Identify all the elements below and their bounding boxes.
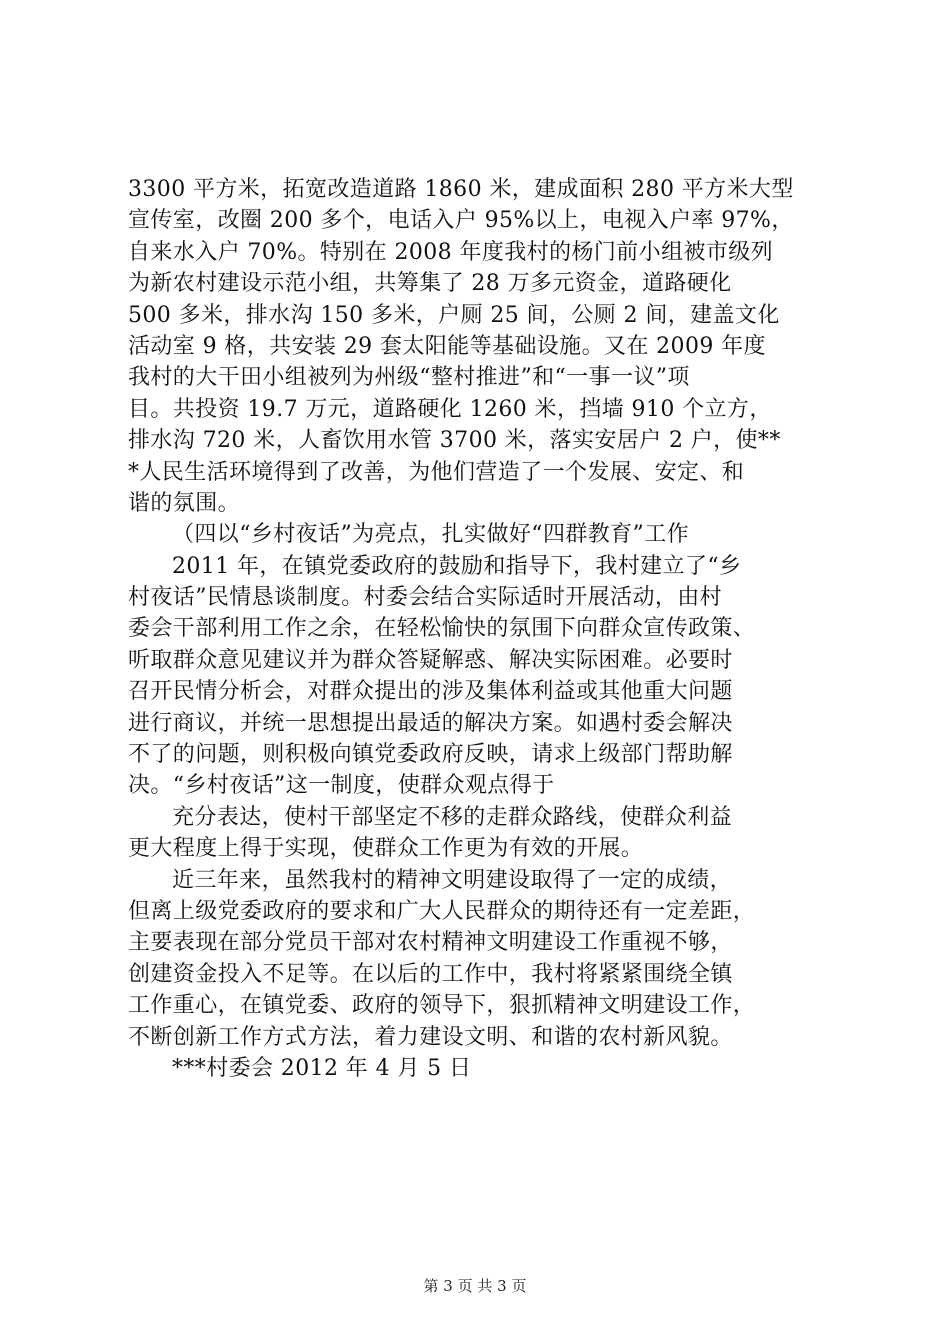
text-line: *人民生活环境得到了改善，为他们营造了一个发展、安定、和 (128, 459, 745, 485)
text-line: 主要表现在部分党员干部对农村精神文明建设工作重视不够， (128, 930, 733, 956)
text-line: 委会干部利用工作之余，在轻松愉快的氛围下向群众宣传政策、 (128, 616, 756, 642)
text-line: 听取群众意见建议并为群众答疑解惑、解决实际困难。必要时 (128, 647, 733, 673)
text-line: 宣传室，改圈 200 多个，电话入户 95%以上，电视入户率 97%， (128, 208, 794, 234)
text-line: 决。“乡村夜话”这一制度，使群众观点得于 (128, 773, 555, 799)
text-line: 自来水入户 70%。特别在 2008 年度我村的杨门前小组被市级列 (128, 239, 774, 265)
text-line: 排水沟 720 米，人畜饮用水管 3700 米，落实安居户 2 户，使** (128, 428, 781, 454)
text-line: 2011 年，在镇党委政府的鼓励和指导下，我村建立了“乡 (172, 553, 742, 579)
text-line: 近三年来，虽然我村的精神文明建设取得了一定的成绩， (172, 867, 733, 893)
text-line: 不断创新工作方式方法，着力建设文明、和谐的农村新风貌。 (128, 1024, 733, 1050)
text-line: 目。共投资 19.7 万元，道路硬化 1260 米，挡墙 910 个立方， (128, 396, 772, 422)
text-line: 充分表达，使村干部坚定不移的走群众路线，使群众利益 (172, 804, 733, 830)
document-body (128, 174, 828, 1084)
text-line: 更大程度上得于实现，使群众工作更为有效的开展。 (128, 836, 644, 862)
text-line: 工作重心，在镇党委、政府的领导下，狠抓精神文明建设工作， (128, 993, 756, 1019)
text-line: 我村的大干田小组被列为州级“整村推进”和“一事一议”项 (128, 365, 690, 391)
text-line: 但离上级党委政府的要求和广大人民群众的期待还有一定差距， (128, 898, 756, 924)
text-line: 谐的氛围。 (128, 490, 241, 516)
text-line: 村夜话”民情恳谈制度。村委会结合实际适时开展活动，由村 (128, 585, 723, 611)
page-footer: 第 3 页 共 3 页 (423, 1277, 527, 1295)
signature-line: ***村委会 2012 年 4 月 5 日 (172, 1055, 472, 1081)
text-line: 创建资金投入不足等。在以后的工作中，我村将紧紧围绕全镇 (128, 961, 733, 987)
text-line: 进行商议，并统一思想提出最适的解决方案。如遇村委会解决 (128, 710, 733, 736)
text-line: 活动室 9 格，共安装 29 套太阳能等基础设施。又在 2009 年度 (128, 333, 766, 359)
text-line: 为新农村建设示范小组，共筹集了 28 万多元资金，道路硬化 (128, 271, 732, 297)
text-line: 召开民情分析会，对群众提出的涉及集体利益或其他重大问题 (128, 679, 733, 705)
text-line: 500 多米，排水沟 150 多米，户厕 25 间，公厕 2 间，建盖文化 (128, 302, 780, 328)
text-line: 3300 平方米，拓宽改造道路 1860 米，建成面积 280 平方米大型 (128, 177, 794, 202)
section-heading: （四以“乡村夜话”为亮点，扎实做好“四群教育”工作 (172, 522, 689, 548)
text-line: 不了的问题，则积极向镇党委政府反映，请求上级部门帮助解 (128, 742, 733, 768)
